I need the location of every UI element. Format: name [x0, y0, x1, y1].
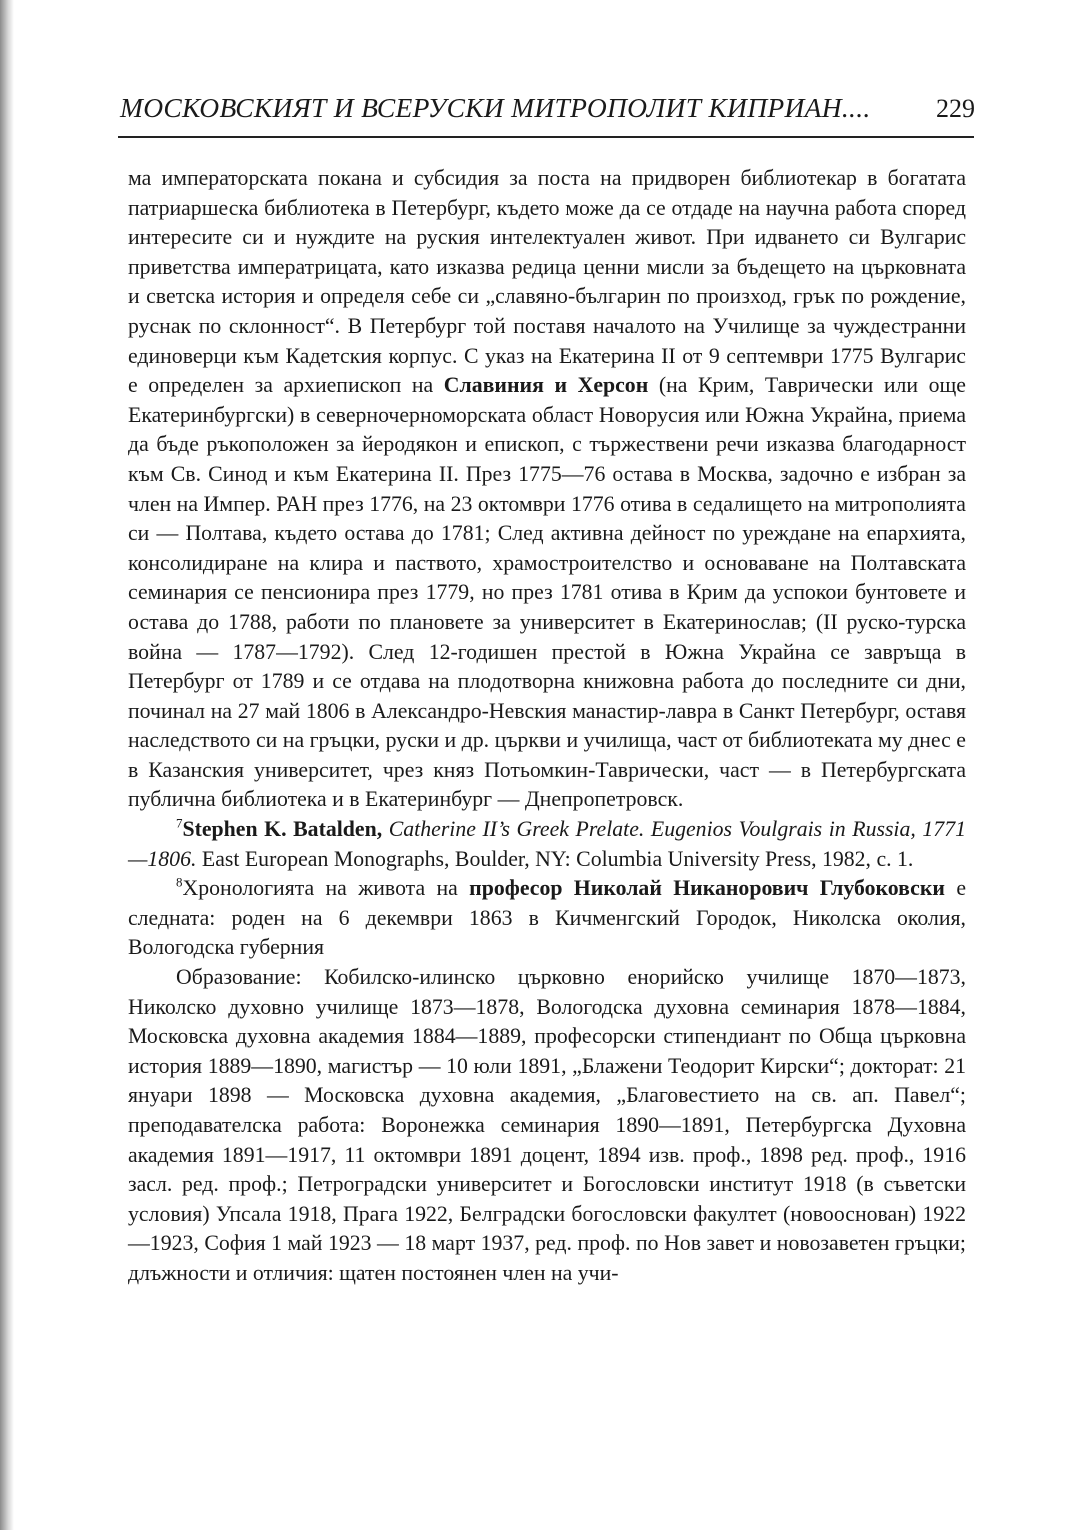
education-paragraph: Образование: Кобилско-илинско църковно енорийско училище 1870—1873, Николско духовно училище 1873—1878, Вологодска духовна семинария 1878—1884, Московска духовна академия 1884—1889, професорски стипендиант по Обща църковна история 1889—1890, магистър — 10 юли 1891, „Блажени Теодорит Кирски“; докторат: 21 януари 1898 — Московска духовна академия, „Благовестието на св. ап. Павел“; преподавателска работа: Воронежка семинария 1890—1891, Петербургска Духовна академия 1891—1917, 11 октомври 1891 доцент, 1894 изв. проф., 1898 ред. проф., 1916 засл. ред. проф.; Петроградски университет и Богословски институт 1918 (в съветски условия) Упсала 1918, Прага 1922, Белградски богословски факултет (новооснован) 1922—1923, София 1 май 1923 — 18 март 1937, ред. проф. по Нов завет и новозаветен гръцки; длъжности и отличия: щатен постоянен член на учи-: [128, 965, 966, 1285]
footnote-citation: East European Monographs, Boulder, NY: Columbia University Press, 1982, с. 1.: [201, 846, 914, 871]
footnote-author: Stephen K. Batalden,: [182, 817, 383, 842]
body-paragraph: [128, 164, 966, 815]
header-rule: [118, 136, 974, 138]
footnote-person-name: професор Николай Никанорович Глубоковски: [469, 876, 945, 901]
body-paragraph-text: ма императорската покана и субсидия за поста на придворен библиотекар в богатата патриаршеска библиотека в Петербург, където може да се отдаде на научна работа според интересите си и нуждите на руския интелектуален живот. При идването си Вулгарис приветства императрицата, като изказва редица ценни мисли за бъдещето на църковната и светска история и определя себе си „славяно-българин по произход, грък по рождение, руснак по склонност“. В Петербург той поставя началото на Училище за чуждестранни единоверци към Кадетския корпус. С указ на Екатерина II от 9 септември 1775 Вулгарис е определен за архиепископ на: [128, 166, 966, 398]
page-edge-shadow: [0, 0, 14, 1530]
footnote-title: Catherine II’s Greek Prelate. Eugenios Voulgrais in Russia, 1771—1806.: [128, 817, 966, 871]
footnote-7: [128, 815, 966, 874]
footnote-intro: Хронологията на живота на: [182, 876, 458, 901]
page-body: [128, 164, 966, 1289]
footnote-marker: 7: [176, 815, 183, 831]
footnote-text: е следната: роден на 6 декември 1863 в Кичменгский Городок, Николска околия, Вологодска губерния: [128, 876, 967, 960]
body-paragraph-text-end: (на Крим, Таврически или още Екатеринбургски) в северночерноморската област Новорусия или Южна Украйна, приема да бъде ръкоположен за йеродякон и епископ, с тържествени речи изказва благодарност към Св. Синод и към Екатерина II. През 1775—76 остава в Москва, задочно е избран за член на Импер. РАН през 1776, на 23 октомври 1776 отива в седалището на митрополията си — Полтава, където остава до 1781; След активна дейност по уреждане на епархията, консолидиране на клира и паството, храмостроителство и основаване на Полтавската семинария се пенсионира през 1779, но през 1781 отива в Крим да успокои бунтовете и остава до 1788, работи по плановете за университет в Екатеринослав; (II руско-турска война — 1787—1792). След 12-годишен престой в Южна Украйна се завръща в Петербург от 1789 и се отдава на плодотворна книжовна работа до последните си дни, починал на 27 май 1806 в Александро-Невския манастир-лавра в Санкт Петербург, оставя наследството си на гръцки, руски и др. църкви и училища, част от библиотеката му днес е в Казанския университет, чрез княз Потьомкин-Таврически, част — в Петербургската публична библиотека и в Екатеринбург — Днепропетровск.: [128, 373, 966, 812]
running-header: [120, 92, 975, 136]
bold-term: Славиния и Херсон: [443, 373, 649, 398]
footnote-8: [128, 874, 966, 963]
footnote-marker: 8: [176, 874, 183, 890]
running-title: МОСКОВСКИЯТ И ВСЕРУСКИ МИТРОПОЛИТ КИПРИАН....: [120, 92, 871, 123]
page-number: 229: [936, 94, 975, 123]
